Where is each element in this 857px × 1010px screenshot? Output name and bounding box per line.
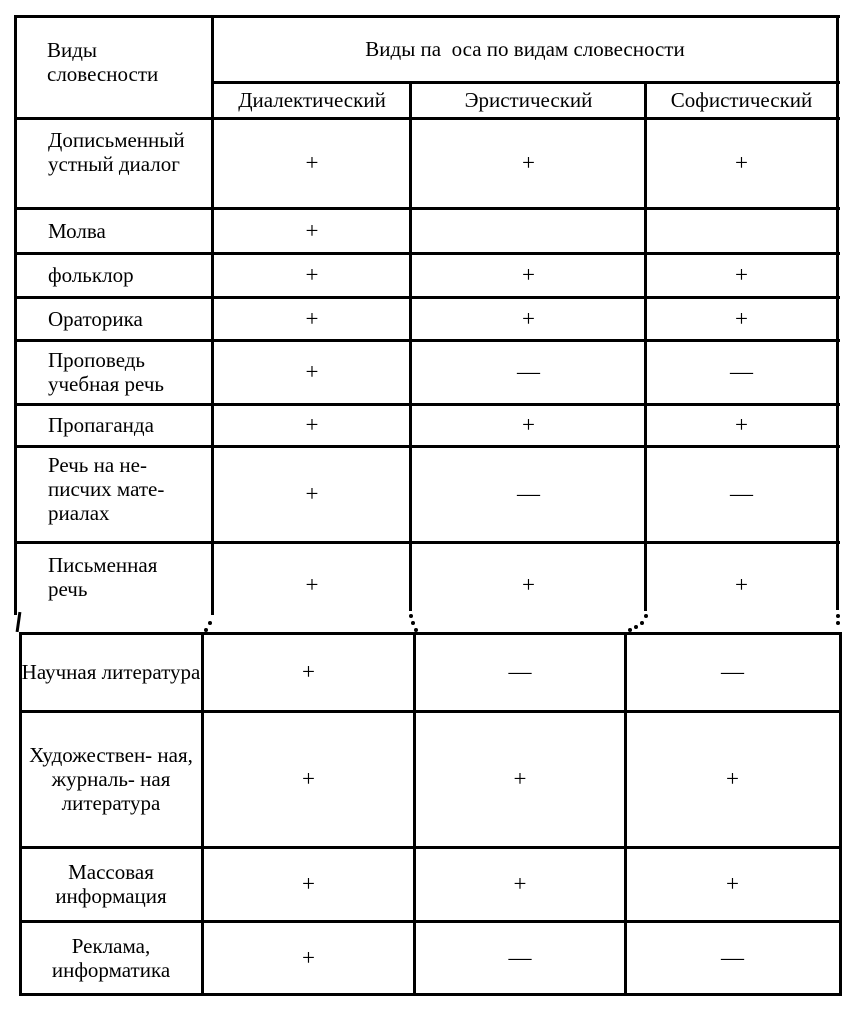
grid-line <box>413 632 416 996</box>
table-cell: + <box>735 412 748 437</box>
table-cell: — <box>721 944 744 970</box>
table-cell: + <box>305 412 319 437</box>
grid-line <box>15 445 840 448</box>
row-label-header-text: Виды словесности <box>47 38 159 86</box>
grid-line <box>15 339 840 342</box>
break-dot <box>411 621 415 625</box>
table-cell: + <box>735 305 748 331</box>
table-cell: + <box>735 572 748 597</box>
table-cell: + <box>305 359 319 384</box>
grid-line <box>624 632 627 996</box>
column-header-sophistic: Софистический <box>670 88 813 112</box>
grid-line <box>15 117 840 120</box>
group-title <box>213 16 837 82</box>
table-cell: + <box>735 150 748 175</box>
table-cell: + <box>305 572 319 597</box>
row-label: Молва <box>48 219 106 243</box>
table-cell: + <box>513 871 527 896</box>
grid-line <box>20 632 842 635</box>
grid-line <box>20 993 842 996</box>
grid-line <box>19 632 22 996</box>
row-label: фольклор <box>48 263 134 287</box>
table-cell: — <box>508 659 532 684</box>
grid-line <box>15 296 840 299</box>
grid-line <box>20 710 842 713</box>
row-label: Речь на не- писчих мате- риалах <box>48 453 165 525</box>
table-cell: — <box>508 944 532 970</box>
break-dot <box>409 614 413 618</box>
grid-line <box>15 15 840 18</box>
grid-line <box>15 541 840 544</box>
grid-line <box>20 920 842 923</box>
table-cell: + <box>522 305 535 331</box>
table-cell: + <box>522 572 535 597</box>
table-cell: + <box>726 871 739 896</box>
group-title-text: Виды па оса по видам словесности <box>365 37 685 61</box>
table-cell: + <box>302 871 315 896</box>
row-label: Дописьменный устный диалог <box>48 128 185 176</box>
break-dot <box>836 614 840 618</box>
break-dot <box>208 621 212 625</box>
row-label: Пропаганда <box>48 413 154 437</box>
row-label-header <box>15 16 213 118</box>
grid-line <box>839 632 842 996</box>
grid-line <box>20 846 842 849</box>
table-cell: — <box>517 359 540 384</box>
grid-line <box>409 81 412 611</box>
table-cell: + <box>305 150 319 175</box>
row-label: Реклама, информатика <box>51 933 171 982</box>
table-cell: + <box>302 766 315 791</box>
grid-line <box>15 207 840 210</box>
table-cell: + <box>522 150 535 175</box>
grid-line <box>211 15 214 615</box>
column-header-dialectic: Диалектический <box>238 88 386 112</box>
row-label: Проповедь учебная речь <box>48 348 164 396</box>
column-header-eristic: Эристический <box>464 88 593 112</box>
row-label: Массовая информация <box>55 860 167 908</box>
row-label: Письменная речь <box>48 553 158 601</box>
table-cell: — <box>721 659 744 684</box>
table-cell: + <box>522 412 535 437</box>
grid-line <box>644 81 647 611</box>
table-cell <box>411 208 646 253</box>
row-label: Научная литература <box>21 660 201 684</box>
table-cell: + <box>302 659 315 684</box>
break-dot <box>640 621 644 625</box>
row-label: Художествен- ная, журналь- ная литература <box>29 743 193 815</box>
table-cell: — <box>730 481 753 506</box>
table-cell: + <box>305 262 319 287</box>
table-cell: + <box>305 217 319 243</box>
grid-line <box>15 252 840 255</box>
grid-line <box>201 632 204 996</box>
grid-line <box>14 15 17 615</box>
grid-line <box>836 15 839 610</box>
table-cell: + <box>305 305 319 331</box>
table-cell: — <box>730 359 753 384</box>
break-dot <box>836 621 840 625</box>
row-label: Ораторика <box>48 307 143 331</box>
table-cell: + <box>735 262 748 287</box>
grid-line <box>15 403 840 406</box>
grid-line <box>213 81 840 84</box>
break-dot <box>644 614 648 618</box>
break-dot <box>634 625 638 629</box>
table-cell: + <box>305 481 319 506</box>
table-cell: + <box>302 944 315 970</box>
table-cell: + <box>513 766 527 791</box>
table-cell: — <box>517 481 540 506</box>
table-cell: + <box>726 766 739 791</box>
table-cell: + <box>522 262 535 287</box>
table-cell <box>646 208 837 253</box>
